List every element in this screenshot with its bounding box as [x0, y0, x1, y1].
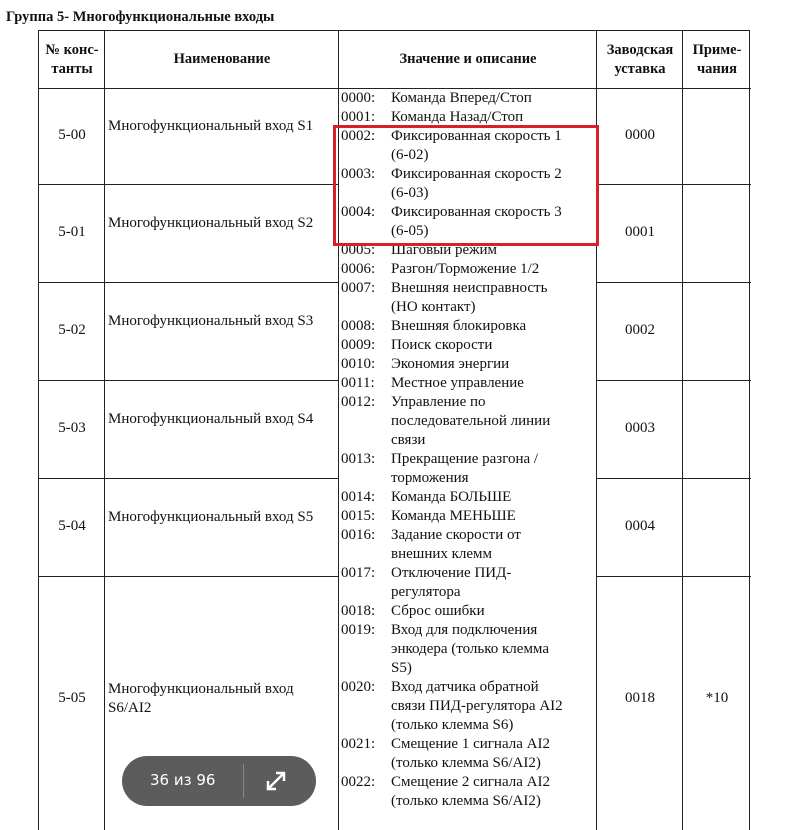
value-text: Фиксированная скорость 3 — [391, 204, 562, 220]
param-number: 5-02 — [58, 322, 86, 338]
value-text: Поиск скорости — [391, 337, 493, 353]
divider — [39, 380, 339, 381]
value-code: 0000: — [341, 90, 376, 106]
expand-icon[interactable] — [263, 768, 289, 794]
value-code: 0018: — [341, 603, 376, 619]
page-indicator: 36 из 96 — [150, 771, 216, 789]
value-text: Задание скорости от — [391, 527, 521, 543]
value-text: (6-02) — [391, 147, 429, 163]
value-code: 0004: — [341, 204, 376, 220]
param-number: 5-03 — [58, 420, 86, 436]
value-code: 0020: — [341, 679, 376, 695]
header-notes: Приме-чания — [692, 41, 742, 77]
value-code: 0007: — [341, 280, 376, 296]
value-code — [341, 431, 391, 450]
value-text: Отключение ПИД- — [391, 565, 512, 581]
description-line — [341, 564, 563, 583]
description-line — [341, 336, 563, 355]
value-text: Прекращение разгона / — [391, 451, 539, 467]
description-line — [341, 754, 563, 773]
description-line — [341, 317, 563, 336]
value-text: Смещение 2 сигнала AI2 — [391, 774, 550, 790]
description-line — [341, 621, 563, 640]
param-default: 0000 — [625, 127, 655, 143]
header-num: № конс-танты — [45, 41, 99, 77]
value-text: Смещение 1 сигнала AI2 — [391, 736, 550, 752]
param-note: *10 — [705, 689, 729, 706]
value-code — [341, 754, 391, 773]
value-text: Разгон/Торможение 1/2 — [391, 261, 540, 277]
description-line — [341, 412, 563, 431]
value-text: последовательной линии — [391, 413, 551, 429]
value-code: 0014: — [341, 489, 376, 505]
highlight-box — [333, 125, 599, 246]
value-text: Вход датчика обратной — [391, 679, 539, 695]
value-code: 0019: — [341, 622, 376, 638]
description-line — [341, 507, 563, 526]
value-code: 0002: — [341, 128, 376, 144]
description-line — [341, 298, 563, 317]
value-code — [341, 469, 391, 488]
divider — [39, 478, 339, 479]
value-text: Команда БОЛЬШЕ — [391, 489, 512, 505]
value-text: Команда Назад/Стоп — [391, 109, 524, 125]
value-text: энкодера (только клемма — [391, 641, 549, 657]
description-line — [341, 260, 563, 279]
value-code — [341, 412, 391, 431]
description-line — [341, 678, 563, 697]
value-code — [341, 697, 391, 716]
value-text: Фиксированная скорость 2 — [391, 166, 562, 182]
page-viewer-control — [122, 756, 316, 806]
description-line — [341, 393, 563, 412]
header-default: Заводская уставка — [606, 41, 674, 77]
param-number: 5-01 — [58, 224, 86, 240]
value-code — [341, 545, 391, 564]
value-code — [341, 583, 391, 602]
value-text: Команда Вперед/Стоп — [391, 90, 532, 106]
value-text: Фиксированная скорость 1 — [391, 128, 562, 144]
param-number: 5-04 — [58, 518, 86, 534]
value-code: 0001: — [341, 109, 376, 125]
header-name: Наименование — [173, 51, 271, 67]
value-text: (только клемма S6/AI2) — [391, 755, 541, 771]
value-code: 0003: — [341, 166, 376, 182]
value-code: 0005: — [341, 242, 376, 258]
value-text: связи — [391, 432, 426, 448]
param-name: Многофункциональный вход S2 — [108, 215, 314, 231]
value-text: Внешняя блокировка — [391, 318, 527, 334]
value-text: Внешняя неисправность — [391, 280, 548, 296]
value-text: Команда МЕНЬШЕ — [391, 508, 516, 524]
value-text: S5) — [391, 660, 412, 676]
value-text: (НО контакт) — [391, 299, 476, 315]
value-text: (только клемма S6) — [391, 717, 514, 733]
value-code: 0012: — [341, 394, 376, 410]
divider — [596, 380, 751, 381]
description-line — [341, 697, 563, 716]
value-text: регулятора — [391, 584, 461, 600]
value-code — [341, 659, 391, 678]
value-code — [341, 640, 391, 659]
param-default: 0002 — [625, 322, 655, 338]
description-line — [341, 602, 563, 621]
value-text: Шаговый режим — [391, 242, 498, 258]
value-code: 0010: — [341, 356, 376, 372]
value-code: 0021: — [341, 736, 376, 752]
description-line — [341, 640, 563, 659]
divider — [39, 576, 339, 577]
divider — [243, 764, 244, 798]
description-line — [341, 583, 563, 602]
description-line — [341, 431, 563, 450]
param-name: Многофункциональный вход S1 — [108, 118, 314, 134]
page-title: Группа 5- Многофункциональные входы — [6, 9, 275, 25]
param-default: 0003 — [625, 420, 655, 436]
value-text: (6-03) — [391, 185, 429, 201]
value-code: 0015: — [341, 508, 376, 524]
param-name: Многофункциональный вход S6/AI2 — [108, 680, 294, 716]
value-code: 0013: — [341, 451, 376, 467]
description-line — [341, 792, 563, 811]
value-code — [341, 298, 391, 317]
description-line — [341, 279, 563, 298]
param-name: Многофункциональный вход S4 — [108, 411, 314, 427]
divider — [596, 184, 751, 185]
description-line — [341, 374, 563, 393]
value-text: торможения — [391, 470, 469, 486]
description-line — [341, 469, 563, 488]
value-code: 0008: — [341, 318, 376, 334]
param-default: 0001 — [625, 224, 655, 240]
param-number: 5-05 — [58, 689, 86, 706]
description-line — [341, 773, 563, 792]
param-number: 5-00 — [58, 127, 86, 143]
description-line — [341, 735, 563, 754]
divider — [39, 184, 339, 185]
param-default: 0004 — [625, 518, 655, 534]
description-line — [341, 659, 563, 678]
param-default: 0018 — [625, 689, 655, 706]
description-line — [341, 526, 563, 545]
divider — [596, 576, 751, 577]
value-text: (только клемма S6/AI2) — [391, 793, 541, 809]
value-code: 0009: — [341, 337, 376, 353]
value-code: 0006: — [341, 261, 376, 277]
value-code: 0011: — [341, 375, 375, 391]
value-code: 0022: — [341, 774, 376, 790]
value-text: Управление по — [391, 394, 486, 410]
description-line — [341, 716, 563, 735]
value-code — [341, 792, 391, 811]
divider — [596, 282, 751, 283]
description-line — [341, 488, 563, 507]
param-name: Многофункциональный вход S5 — [108, 509, 314, 525]
value-code: 0016: — [341, 527, 376, 543]
value-text: внешних клемм — [391, 546, 493, 562]
header-desc: Значение и описание — [399, 51, 537, 67]
divider — [596, 478, 751, 479]
value-code — [341, 716, 391, 735]
description-line — [341, 89, 563, 108]
value-text: (6-05) — [391, 223, 429, 239]
description-line — [341, 355, 563, 374]
value-text: связи ПИД-регулятора AI2 — [391, 698, 563, 714]
value-text: Сброс ошибки — [391, 603, 485, 619]
value-code: 0017: — [341, 565, 376, 581]
divider — [39, 282, 339, 283]
description-line — [341, 450, 563, 469]
value-text: Вход для подключения — [391, 622, 538, 638]
description-line — [341, 545, 563, 564]
value-text: Экономия энергии — [391, 356, 510, 372]
value-text: Местное управление — [391, 375, 524, 391]
param-name: Многофункциональный вход S3 — [108, 313, 314, 329]
